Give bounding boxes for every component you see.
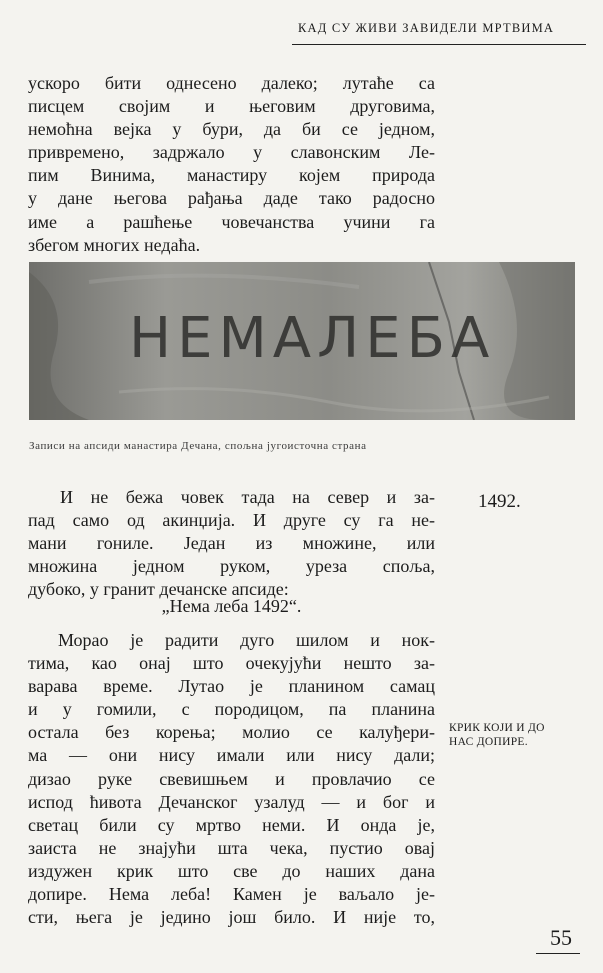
text-line: множина једном руком, уреза споља, (28, 556, 435, 577)
paragraph-1 (28, 72, 435, 257)
text-line: привремено, задржало у славонским Ле- (28, 142, 435, 163)
margin-note-line: НАС ДОПИРЕ. (449, 736, 528, 748)
text-line: варава време. Лутао је планином самац (28, 676, 435, 697)
text-line: ма — они нису имали или нису дали; (28, 745, 435, 766)
text-line: заиста не знајући шта чека, пустио овај (28, 837, 435, 858)
text-line: дизао руке свевишњем и провлачио се (28, 768, 435, 789)
carved-inscription: НЕМАЛЕБА (129, 306, 496, 371)
running-head-rule (292, 44, 586, 45)
margin-note (449, 721, 589, 749)
text-line: мани гониле. Један из множине, или (28, 533, 435, 554)
text-line: име а рашћење човечанства учини га (28, 211, 435, 232)
photo-caption: Записи на апсиди манастира Дечана, спољна југоисточна страна (29, 440, 367, 452)
text-line: издужен крик што све до наших дана (28, 860, 435, 881)
text-line: збегом многих недаћа. (28, 234, 201, 255)
margin-note-line: КРИК КОЈИ И ДО (449, 722, 545, 734)
text-line: пим Винима, манастиру којем природа (28, 165, 435, 186)
text-line: пад само од акинџија. И друге су га не- (28, 510, 435, 531)
margin-year-note: 1492. (478, 491, 521, 512)
text-line: у дане његова рађања даде тако радосно (28, 188, 435, 209)
paragraph-3 (28, 629, 435, 929)
text-line: тима, као онај што очекујући нешто за- (28, 653, 435, 674)
inscription-quote: „Нема леба 1492“. (161, 596, 302, 616)
paragraph-2-continued (28, 509, 435, 601)
text-line: Морао је радити дуго шилом и нок- (58, 630, 435, 650)
text-line: немоћна вејка у бури, да би се једном, (28, 119, 435, 140)
text-line: писцем своjим и његовим друговима, (28, 96, 435, 117)
inscription-photo (29, 262, 575, 420)
text-line: сти, њега је једино још било. И није то, (28, 907, 435, 928)
running-head: КАД СУ ЖИВИ ЗАВИДЕЛИ МРТВИМА (298, 21, 555, 35)
text-line: остала без корења; молио се калуђери- (28, 722, 435, 743)
text-line: ускоро бити однесено далеко; лутаће са (28, 73, 435, 93)
text-line: дубоко, у гранит дечанске апсиде: (28, 579, 289, 600)
text-line: И не бежа човек тада на север и за- (60, 487, 435, 507)
page-number-rule (536, 953, 580, 954)
paragraph-2 (60, 486, 435, 509)
text-line: светац били су мртво неми. И онда је, (28, 814, 435, 835)
text-line: испод ћивота Дечанског узалуд — и бог и (28, 791, 435, 812)
page-number: 55 (550, 925, 572, 950)
text-line: и у гомили, с породицом, па планина (28, 699, 435, 720)
text-line: допире. Нема леба! Камен је ваљало је- (28, 884, 435, 905)
